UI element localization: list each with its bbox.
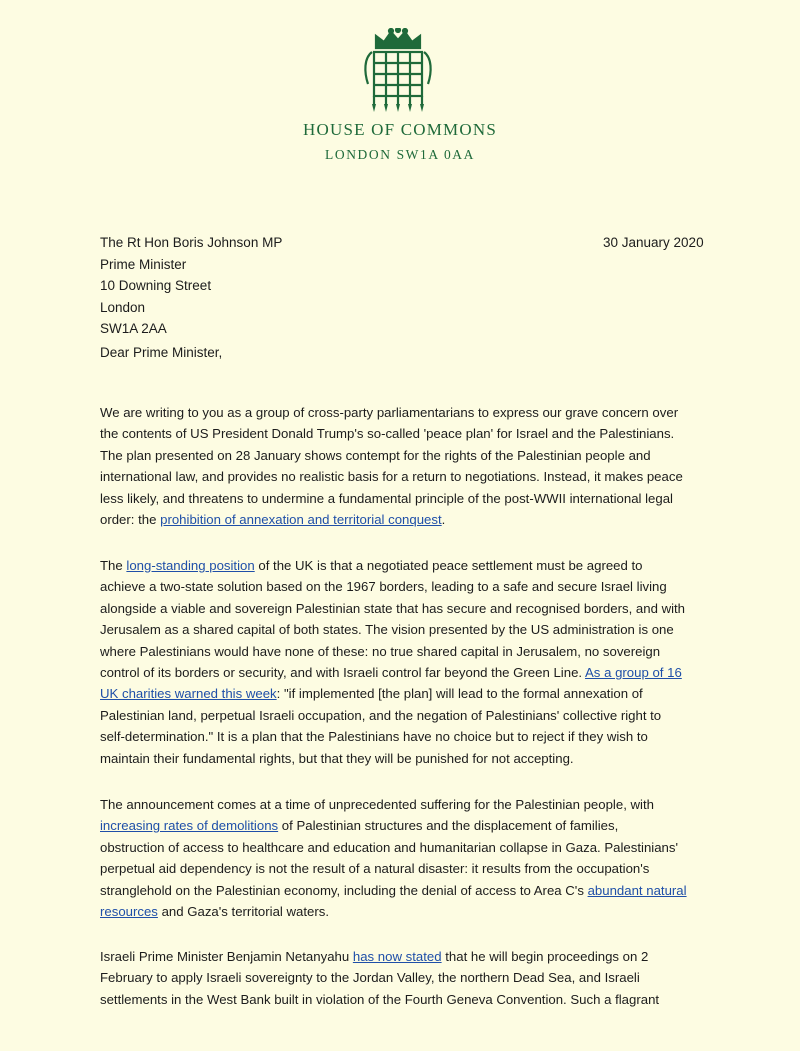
paragraph-line — [100, 837, 720, 858]
paragraph-line — [100, 466, 720, 487]
paragraph-text: : "if implemented [the plan] will lead to the formal annexation of — [276, 686, 643, 702]
salutation: Dear Prime Minister, — [100, 345, 223, 360]
inline-link[interactable]: prohibition of annexation and territorial conquest — [160, 512, 442, 528]
paragraph-text: order: the — [100, 512, 161, 528]
paragraph-text: Israeli Prime Minister Benjamin Netanyahu — [100, 949, 353, 964]
paragraph-text: where Palestinians would have none of these: no true shared capital in Jerusalem, no sovereign — [100, 643, 661, 659]
paragraph-text: that he will begin proceedings on 2 — [441, 949, 649, 964]
paragraph-line — [100, 989, 720, 1010]
paragraph-line — [100, 598, 720, 619]
portcullis-crest-icon — [362, 28, 434, 114]
paragraph-text: The — [100, 558, 127, 573]
paragraph-line — [100, 576, 720, 597]
paragraph-line — [100, 880, 720, 901]
paragraph-line — [100, 619, 720, 640]
recipient-line: London — [100, 299, 146, 315]
inline-link[interactable]: increasing rates of demolitions — [100, 818, 279, 834]
paragraph-text: The plan presented on 28 January shows contempt for the rights of the Palestinian people and — [100, 447, 651, 463]
paragraph-line — [100, 815, 720, 836]
paragraph-text: We are writing to you as a group of cross-party parliamentarians to express our grave concern over — [100, 405, 679, 420]
paragraph-line — [100, 509, 720, 530]
recipient-line: Prime Minister — [100, 256, 187, 272]
recipient-line: SW1A 2AA — [100, 321, 167, 336]
paragraph-text: less likely, and threatens to undermine a fundamental principle of the post-WWII international legal — [100, 490, 673, 506]
inline-link[interactable]: UK charities warned this week — [100, 686, 277, 702]
inline-link[interactable]: As a group of 16 — [585, 665, 682, 681]
paragraph-text: control of its borders or security, and with Israeli control far beyond the Green Line. — [100, 665, 586, 681]
paragraph-line — [100, 794, 720, 815]
recipient-address-block — [100, 232, 282, 340]
paragraph-line — [100, 488, 720, 509]
paragraph-line — [100, 726, 720, 747]
letterhead-name: HOUSE OF COMMONS — [303, 120, 497, 139]
paragraph-text: perpetual aid dependency is not the result of a natural disaster: it results from the occupation's — [100, 861, 650, 877]
paragraph-line — [100, 445, 720, 466]
paragraph-text: . — [441, 512, 446, 528]
paragraph-text: international law, and provides no realistic basis for a return to negotiations. Instead, it makes peace — [100, 469, 683, 485]
paragraph-line — [100, 748, 720, 769]
paragraph-text: of the UK is that a negotiated peace settlement must be agreed to — [254, 558, 643, 573]
paragraph-text: achieve a two-state solution based on the 1967 borders, leading to a safe and secure Israel living — [100, 579, 667, 595]
paragraph-line — [100, 705, 720, 726]
paragraph-line — [100, 402, 720, 423]
paragraph-text: and Gaza's territorial waters. — [157, 904, 329, 920]
paragraph-text: February to apply Israeli sovereignty to the Jordan Valley, the northern Dead Sea, and Israeli — [100, 970, 640, 986]
paragraph-line — [100, 683, 720, 704]
paragraph-text: Palestinian land, perpetual Israeli occupation, and the negation of Palestinians' collective right to — [100, 707, 662, 723]
paragraph-text: maintain their fundamental rights, but that they will be punished for not accepting. — [100, 750, 574, 766]
paragraph-line — [100, 901, 720, 922]
paragraph-text: the contents of US President Donald Trump's so-called 'peace plan' for Israel and the Palestinians. — [100, 426, 675, 442]
paragraph-line — [100, 946, 720, 967]
inline-link[interactable]: abundant natural — [587, 882, 687, 898]
recipient-line: The Rt Hon Boris Johnson MP — [100, 235, 283, 250]
paragraph-text: Jerusalem as a shared capital of both states. The vision presented by the US administration is one — [100, 622, 674, 638]
body-paragraph — [100, 946, 720, 1010]
paragraph-text: settlements in the West Bank built in violation of the Fourth Geneva Convention. Such a flagrant — [100, 991, 660, 1007]
paragraph-text: self-determination." It is a plan that the Palestinians have no choice but to reject if they wish to — [100, 729, 648, 745]
paragraph-text: obstruction of access to healthcare and education and humanitarian collapse in Gaza. Palestinians' — [100, 839, 678, 855]
paragraph-line — [100, 641, 720, 662]
paragraph-text: alongside a viable and sovereign Palestinian state that has secure and recognised borders, and with — [100, 600, 686, 616]
paragraph-text: of Palestinian structures and the displacement of families, — [278, 818, 619, 834]
body-paragraph — [100, 794, 720, 922]
paragraph-line — [100, 858, 720, 879]
recipient-line: 10 Downing Street — [100, 278, 212, 293]
paragraph-text: stranglehold on the Palestinian economy, including the denial of access to Area C's — [100, 882, 588, 898]
letter-date: 30 January 2020 — [603, 235, 704, 250]
paragraph-text: The announcement comes at a time of unprecedented suffering for the Palestinian people, with — [100, 797, 654, 812]
paragraph-line — [100, 555, 720, 576]
inline-link[interactable]: long-standing position — [126, 558, 255, 573]
body-paragraph — [100, 402, 720, 530]
paragraph-line — [100, 662, 720, 683]
letterhead-address: LONDON SW1A 0AA — [325, 147, 475, 162]
paragraph-line — [100, 423, 720, 444]
inline-link[interactable]: resources — [100, 904, 158, 920]
paragraph-line — [100, 967, 720, 988]
inline-link[interactable]: has now stated — [352, 949, 442, 964]
body-paragraph — [100, 555, 720, 769]
